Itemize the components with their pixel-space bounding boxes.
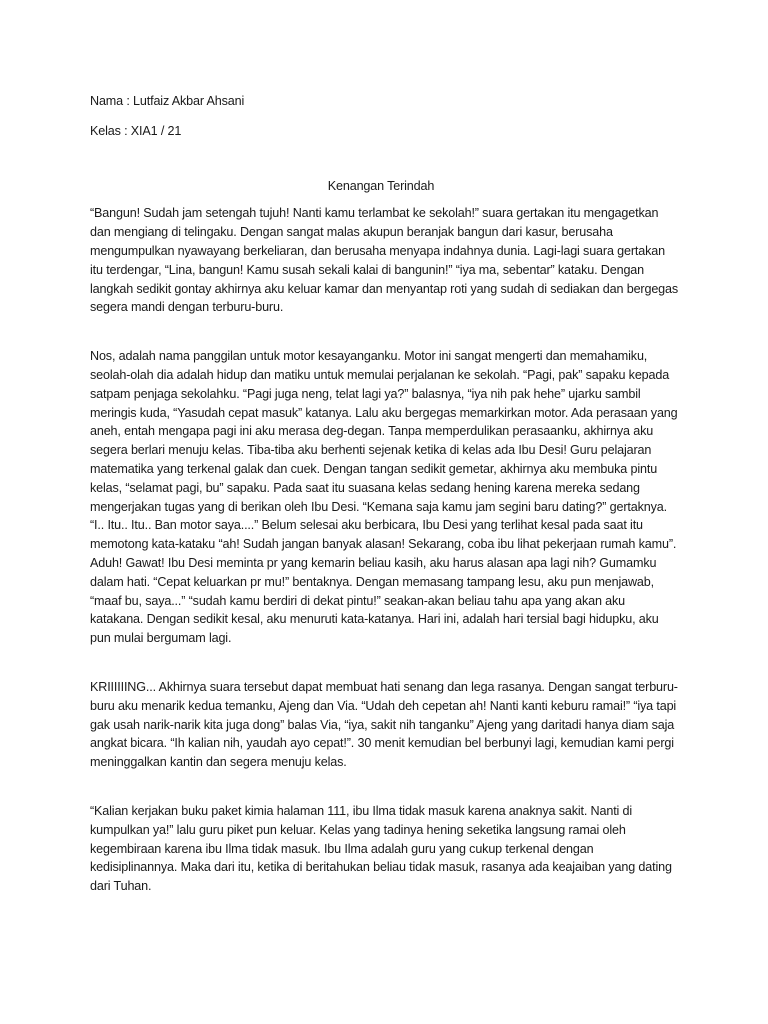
paragraph-4: “Kalian kerjakan buku paket kimia halaman 111, ibu Ilma tidak masuk karena anaknya sakit. Nanti di kumpulkan ya!” lalu guru piket pun keluar. Kelas yang tadinya hening seketika langsung ramai oleh kegembiraan karena ibu Ilma tidak masuk. Ibu Ilma adalah guru yang cukup terkenal dengan kedisiplinannya. Maka dari itu, ketika di beritahukan beliau tidak masuk, rasanya ada keajaiban yang dating dari Tuhan. — [90, 803, 672, 894]
essay-title-text: Kenangan Terindah — [327, 178, 435, 193]
title-wrapper — [90, 177, 680, 196]
paragraph-2: Nos, adalah nama panggilan untuk motor kesayanganku. Motor ini sangat mengerti dan memahamiku, seolah-olah dia adalah hidup dan matiku untuk memulai perjalanan ke sekolah. “Pagi, pak” sapaku kepada satpam penjaga sekolahku. “Pagi juga neng, telat lagi ya?” balasnya, “iya nih pak hehe” ujarku sambil meringis kuda, “Yasudah cepat masuk” katanya. Lalu aku bergegas memarkirkan motor. Ada perasaan yang aneh, entah mengapa pagi ini aku merasa deg-degan. Tanpa memperdulikan perasaanku, akhirnya aku segera berlari menuju kelas. Tiba-tiba aku berhenti sejenak ketika di kelas ada Ibu Desi! Guru pelajaran matematika yang terkenal galak dan cuek. Dengan tangan sedikit gemetar, akhirnya aku membuka pintu kelas, “selamat pagi, bu” sapaku. Pada saat itu suasana kelas sedang hening karena mereka sedang mengerjakan tugas yang di berikan oleh Ibu Desi. “Kemana saja kamu jam segini baru dating?” gertaknya. “I.. Itu.. Itu.. Ban motor saya....” Belum selesai aku berbicara, Ibu Desi yang terlihat kesal pada saat itu memotong kata-kataku “ah! Sudah jangan banyak alasan! Sekarang, coba ibu lihat pekerjaan rumah kamu”. Aduh! Gawat! Ibu Desi meminta pr yang kemarin beliau kasih, aku harus alasan apa lagi nih? Gumamku dalam hati. “Cepat keluarkan pr mu!” bentaknya. Dengan memasang tampang lesu, aku pun menjawab, “maaf bu, saya...” “sudah kamu berdiri di dekat pintu!” seakan-akan beliau tahu apa yang akan aku katakana. Dengan sedikit kesal, aku menuruti kata-katanya. Hari ini, adalah hari tersial bagi hidupku, aku pun mulai bergumam lagi. — [90, 349, 678, 646]
essay-title — [90, 177, 680, 196]
paragraph-1: “Bangun! Sudah jam setengah tujuh! Nanti kamu terlambat ke sekolah!” suara gertakan itu mengagetkan dan mengiang di telingaku. Dengan sangat malas akupun beranjak bangun dari kasur, berusaha mengumpulkan nyawayang berkeliaran, dan berusaha menyapa indahnya dunia. Lagi-lagi suara gertakan itu terdengar, “Lina, bangun! Kamu susah sekali kalai di bangunin!” “iya ma, sebentar” kataku. Dengan langkah sedikit gontay akhirnya aku keluar kamar dan menyantap roti yang sudah di sediakan dan bergegas segera mandi dengan terburu-buru. — [90, 206, 679, 315]
paragraph-3: KRIIIIIING... Akhirnya suara tersebut dapat membuat hati senang dan lega rasanya. Dengan sangat terburu-buru aku menarik kedua temanku, Ajeng dan Via. “Udah deh cepetan ah! Nanti kanti keburu ramai!” “iya tapi gak usah narik-narik kita juga dong” balas Via, “iya, sakit nih tanganku” Ajeng yang daritadi hanya diam saja angkat bicara. “Ih kalian nih, yaudah ayo cepat!”. 30 menit kemudian bel berbunyi lagi, kemudian kami pergi meninggalkan kantin dan segera menuju kelas. — [90, 679, 678, 770]
student-name: Nama : Lutfaiz Akbar Ahsani — [90, 94, 245, 108]
student-class: Kelas : XIA1 / 21 — [90, 123, 182, 138]
document-page — [90, 92, 680, 896]
